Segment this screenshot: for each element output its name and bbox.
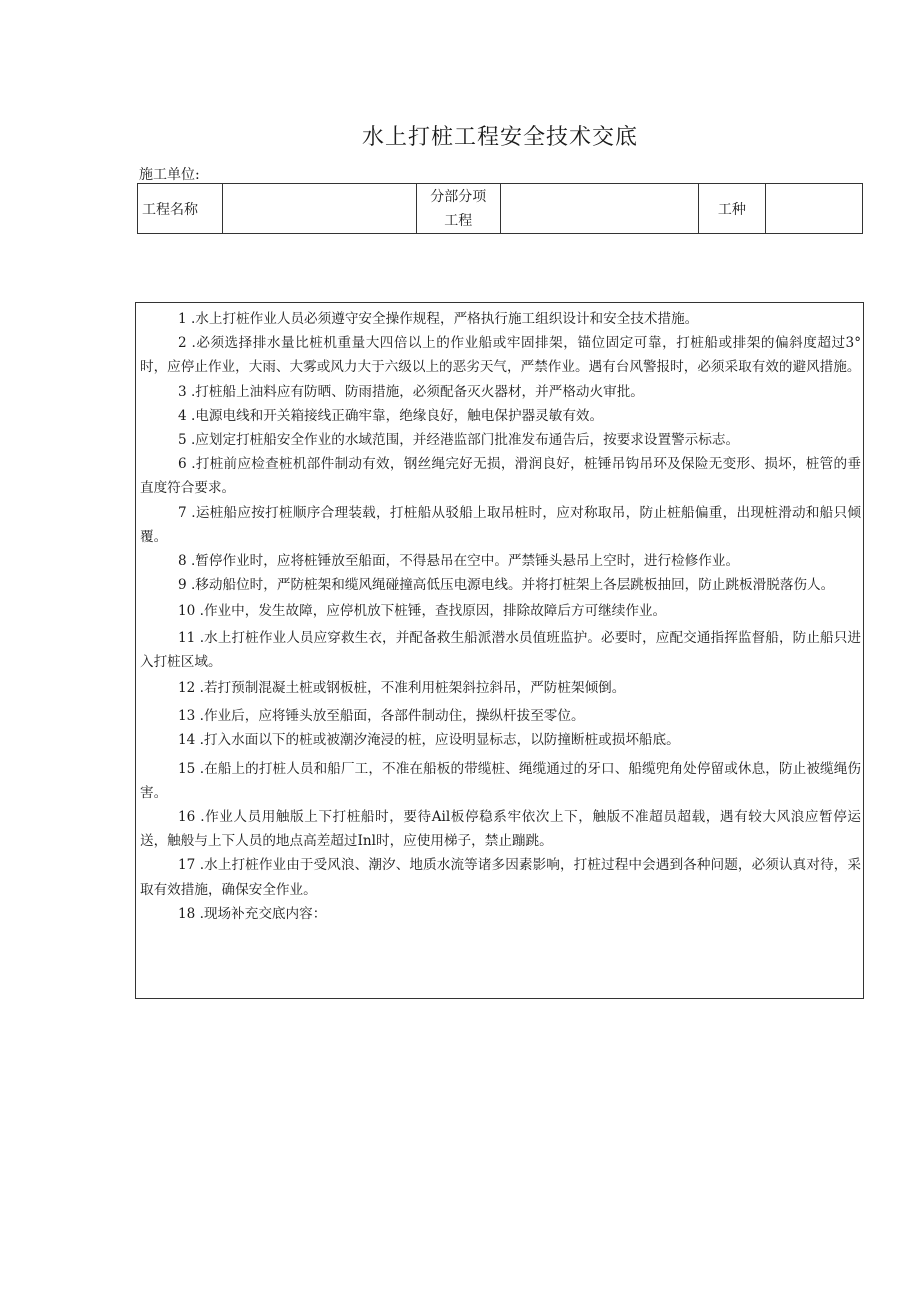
project-name-label: 工程名称 bbox=[138, 184, 223, 234]
instruction-item-3: 3 .打桩船上油料应有防晒、防雨措施，必须配备灭火器材，并严格动火审批。 bbox=[178, 383, 644, 400]
instruction-item-8: 8 .暂停作业时，应将桩锤放至船面，不得悬吊在空中。严禁锤头悬吊上空时，进行检修作业。 bbox=[178, 553, 740, 570]
instruction-item-12: 12 .若打预制混凝土桩或钢板桩，不准利用桩架斜拉斜吊，严防桩架倾倒。 bbox=[178, 680, 626, 697]
sub-item-label-line1: 分部分项 bbox=[430, 188, 487, 205]
instruction-item-2: 2 .必须选择排水量比桩机重量大四倍以上的作业船或牢固排架，锚位固定可靠，打桩船或排架的偏斜度超过3°时，应停止作业，大雨、大雾或风力大于六级以上的恶劣天气，严禁作业。遇有台风警报时，必须采取有效的避风措施。 bbox=[140, 335, 861, 376]
instruction-item-15: 15 .在船上的打桩人员和船厂工，不准在船板的带缆桩、绳缆通过的牙口、船缆兜角处停留或休息，防止被缆绳伤害。 bbox=[140, 760, 861, 801]
instruction-item-9: 9 .移动船位时，严防桩架和缆风绳碰撞高低压电源电线。并将打桩架上各层跳板抽回，防止跳板滑脱落伤人。 bbox=[178, 577, 835, 594]
instruction-item-5: 5 .应划定打桩船安全作业的水域范围，并经港监部门批准发布通告后，按要求设置警示标志。 bbox=[178, 432, 740, 449]
instruction-item-1: 1 .水上打桩作业人员必须遵守安全操作规程，严格执行施工组织设计和安全技术措施。 bbox=[178, 311, 699, 327]
safety-instructions-box bbox=[135, 302, 864, 999]
instruction-item-14: 14 .打入水面以下的桩或被潮汐淹浸的桩，应设明显标志，以防撞断桩或损坏船底。 bbox=[178, 732, 680, 749]
instruction-item-16: 16 .作业人员用触版上下打桩船时，要待Ail板停稳系牢依次上下，触版不准超员超载，遇有较大风浪应暂停运送，触般与上下人员的地点高差超过Inl时，应使用梯子，禁止蹦跳。 bbox=[140, 809, 861, 850]
sub-item-value bbox=[500, 184, 698, 234]
project-info-row bbox=[138, 184, 863, 234]
project-name-value bbox=[222, 184, 417, 234]
construction-unit-label: 施工单位: bbox=[139, 167, 200, 183]
instruction-item-4: 4 .电源电线和开关箱接线正确牢靠，绝缘良好，触电保护器灵敏有效。 bbox=[178, 407, 604, 424]
instruction-item-17: 17 .水上打桩作业由于受风浪、潮汐、地质水流等诸多因素影响，打桩过程中会遇到各种问题，必须认真对待，采取有效措施，确保安全作业。 bbox=[140, 857, 861, 898]
instruction-item-6: 6 .打桩前应检查桩机部件制动有效，钢丝绳完好无损，滑润良好，桩锤吊钩吊环及保险无变形、损坏，桩管的垂直度符合要求。 bbox=[140, 456, 861, 497]
work-type-label: 工种 bbox=[699, 184, 766, 234]
instruction-item-18: 18 .现场补充交底内容： bbox=[178, 905, 327, 922]
project-info-table bbox=[137, 183, 863, 234]
sub-item-label-line2: 工程 bbox=[444, 212, 473, 229]
work-type-value bbox=[765, 184, 862, 234]
instruction-item-10: 10 .作业中，发生故障，应停机放下桩锤，查找原因，排除故障后方可继续作业。 bbox=[178, 603, 667, 620]
instruction-item-13: 13 .作业后，应将锤头放至船面，各部件制动住，操纵杆拔至零位。 bbox=[178, 708, 585, 725]
sub-item-label bbox=[417, 184, 501, 234]
instruction-item-7: 7 .运桩船应按打桩顺序合理装载，打桩船从驳船上取吊桩时，应对称取吊，防止桩船偏重，出现桩滑动和船只倾覆。 bbox=[140, 504, 861, 545]
document-title: 水上打桩工程安全技术交底 bbox=[361, 125, 638, 150]
instruction-item-11: 11 .水上打桩作业人员应穿救生衣，并配备救生船派潜水员值班监护。必要时，应配交通指挥监督船，防止船只进入打桩区域。 bbox=[140, 629, 861, 670]
